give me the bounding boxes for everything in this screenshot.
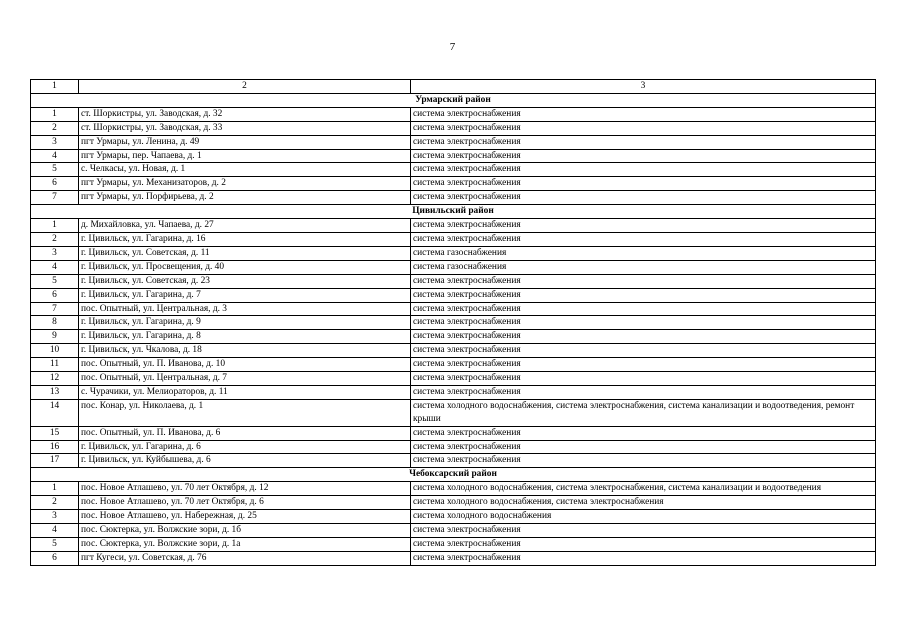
row-address: пос. Новое Атлашево, ул. 70 лет Октября, д. 6 [79, 496, 411, 510]
row-works: система холодного водоснабжения, система электроснабжения [411, 496, 876, 510]
table-row [31, 344, 876, 358]
table-body [31, 80, 876, 566]
table-row [31, 399, 876, 426]
row-number: 4 [31, 260, 79, 274]
row-address: г. Цивильск, ул. Гагарина, д. 8 [79, 330, 411, 344]
row-number: 7 [31, 302, 79, 316]
column-header-number: 1 [31, 80, 79, 94]
table-row [31, 510, 876, 524]
row-works: система холодного водоснабжения, система электроснабжения, система канализации и водоотведения [411, 482, 876, 496]
page-number: 7 [449, 41, 456, 53]
table-row [31, 177, 876, 191]
table-row [31, 135, 876, 149]
row-works: система газоснабжения [411, 246, 876, 260]
table-row [31, 496, 876, 510]
row-address: пос. Опытный, ул. П. Иванова, д. 10 [79, 358, 411, 372]
table-row [31, 316, 876, 330]
row-works: система электроснабжения [411, 177, 876, 191]
section-title-row [31, 468, 876, 482]
row-works: система электроснабжения [411, 537, 876, 551]
row-address: с. Чурачики, ул. Мелиораторов, д. 11 [79, 385, 411, 399]
row-number: 9 [31, 330, 79, 344]
row-works: система холодного водоснабжения, система электроснабжения, система канализации и водоотведения, ремонт крыши [411, 399, 876, 426]
row-works: система электроснабжения [411, 302, 876, 316]
row-address: с. Челкасы, ул. Новая, д. 1 [79, 163, 411, 177]
section-title: Чебоксарский район [31, 468, 876, 482]
row-works: система электроснабжения [411, 232, 876, 246]
row-number: 5 [31, 537, 79, 551]
table-row [31, 454, 876, 468]
row-works: система электроснабжения [411, 358, 876, 372]
row-number: 6 [31, 551, 79, 565]
row-address: пос. Опытный, ул. П. Иванова, д. 6 [79, 426, 411, 440]
row-number: 15 [31, 426, 79, 440]
row-address: г. Цивильск, ул. Гагарина, д. 9 [79, 316, 411, 330]
row-address: г. Цивильск, ул. Гагарина, д. 6 [79, 440, 411, 454]
row-works: система электроснабжения [411, 372, 876, 386]
table-row [31, 302, 876, 316]
row-address: пгт Урмары, ул. Ленина, д. 49 [79, 135, 411, 149]
row-number: 8 [31, 316, 79, 330]
row-works: система электроснабжения [411, 344, 876, 358]
row-number: 6 [31, 288, 79, 302]
row-number: 5 [31, 163, 79, 177]
row-number: 17 [31, 454, 79, 468]
row-number: 3 [31, 510, 79, 524]
row-number: 13 [31, 385, 79, 399]
table-row [31, 330, 876, 344]
row-works: система электроснабжения [411, 454, 876, 468]
row-number: 2 [31, 121, 79, 135]
table-row [31, 358, 876, 372]
row-works: система электроснабжения [411, 191, 876, 205]
section-title: Цивильский район [31, 205, 876, 219]
row-address: пос. Новое Атлашево, ул. Набережная, д. 25 [79, 510, 411, 524]
row-number: 12 [31, 372, 79, 386]
row-address: пгт Урмары, ул. Механизаторов, д. 2 [79, 177, 411, 191]
row-number: 2 [31, 496, 79, 510]
table-row [31, 107, 876, 121]
table-row [31, 246, 876, 260]
row-number: 10 [31, 344, 79, 358]
row-number: 1 [31, 482, 79, 496]
table-row [31, 274, 876, 288]
table-row [31, 537, 876, 551]
row-address: пос. Опытный, ул. Центральная, д. 3 [79, 302, 411, 316]
row-address: г. Цивильск, ул. Советская, д. 23 [79, 274, 411, 288]
table-row [31, 260, 876, 274]
row-address: г. Цивильск, ул. Просвещения, д. 40 [79, 260, 411, 274]
row-address: ст. Шоркистры, ул. Заводская, д. 33 [79, 121, 411, 135]
row-address: д. Михайловка, ул. Чапаева, д. 27 [79, 219, 411, 233]
table-row [31, 372, 876, 386]
row-number: 4 [31, 149, 79, 163]
table-row [31, 191, 876, 205]
row-works: система электроснабжения [411, 316, 876, 330]
row-works: система электроснабжения [411, 121, 876, 135]
row-works: система газоснабжения [411, 260, 876, 274]
table-row [31, 551, 876, 565]
table-header-row [31, 80, 876, 94]
row-number: 14 [31, 399, 79, 426]
section-title-row [31, 93, 876, 107]
row-address: г. Цивильск, ул. Советская, д. 11 [79, 246, 411, 260]
row-works: система электроснабжения [411, 385, 876, 399]
table-row [31, 149, 876, 163]
table-row [31, 440, 876, 454]
row-address: пос. Сюктерка, ул. Волжские зори, д. 1а [79, 537, 411, 551]
table-row [31, 482, 876, 496]
row-address: пос. Сюктерка, ул. Волжские зори, д. 1б [79, 524, 411, 538]
row-address: пгт Урмары, пер. Чапаева, д. 1 [79, 149, 411, 163]
row-number: 1 [31, 219, 79, 233]
row-works: система электроснабжения [411, 551, 876, 565]
table-row [31, 219, 876, 233]
row-number: 4 [31, 524, 79, 538]
row-works: система электроснабжения [411, 163, 876, 177]
row-works: система электроснабжения [411, 524, 876, 538]
buildings-table [30, 79, 876, 566]
row-works: система электроснабжения [411, 426, 876, 440]
row-number: 3 [31, 246, 79, 260]
row-address: пгт Урмары, ул. Порфирьева, д. 2 [79, 191, 411, 205]
row-address: г. Цивильск, ул. Гагарина, д. 7 [79, 288, 411, 302]
row-works: система электроснабжения [411, 330, 876, 344]
row-address: пгт Кугеси, ул. Советская, д. 76 [79, 551, 411, 565]
row-number: 2 [31, 232, 79, 246]
row-works: система электроснабжения [411, 149, 876, 163]
row-works: система электроснабжения [411, 274, 876, 288]
row-address: пос. Опытный, ул. Центральная, д. 7 [79, 372, 411, 386]
row-number: 11 [31, 358, 79, 372]
row-works: система электроснабжения [411, 440, 876, 454]
table-row [31, 426, 876, 440]
row-works: система холодного водоснабжения [411, 510, 876, 524]
row-number: 6 [31, 177, 79, 191]
table-row [31, 288, 876, 302]
row-works: система электроснабжения [411, 107, 876, 121]
row-works: система электроснабжения [411, 288, 876, 302]
row-works: система электроснабжения [411, 135, 876, 149]
row-address: пос. Новое Атлашево, ул. 70 лет Октября, д. 12 [79, 482, 411, 496]
section-title-row [31, 205, 876, 219]
row-address: г. Цивильск, ул. Гагарина, д. 16 [79, 232, 411, 246]
row-address: ст. Шоркистры, ул. Заводская, д. 32 [79, 107, 411, 121]
row-number: 1 [31, 107, 79, 121]
table-row [31, 524, 876, 538]
row-number: 16 [31, 440, 79, 454]
table-row [31, 385, 876, 399]
column-header-address: 2 [79, 80, 411, 94]
section-title: Урмарский район [31, 93, 876, 107]
table-row [31, 232, 876, 246]
table-row [31, 121, 876, 135]
column-header-works: 3 [411, 80, 876, 94]
row-number: 3 [31, 135, 79, 149]
row-works: система электроснабжения [411, 219, 876, 233]
row-address: пос. Конар, ул. Николаева, д. 1 [79, 399, 411, 426]
table-row [31, 163, 876, 177]
row-number: 5 [31, 274, 79, 288]
row-number: 7 [31, 191, 79, 205]
row-address: г. Цивильск, ул. Куйбышева, д. 6 [79, 454, 411, 468]
row-address: г. Цивильск, ул. Чкалова, д. 18 [79, 344, 411, 358]
